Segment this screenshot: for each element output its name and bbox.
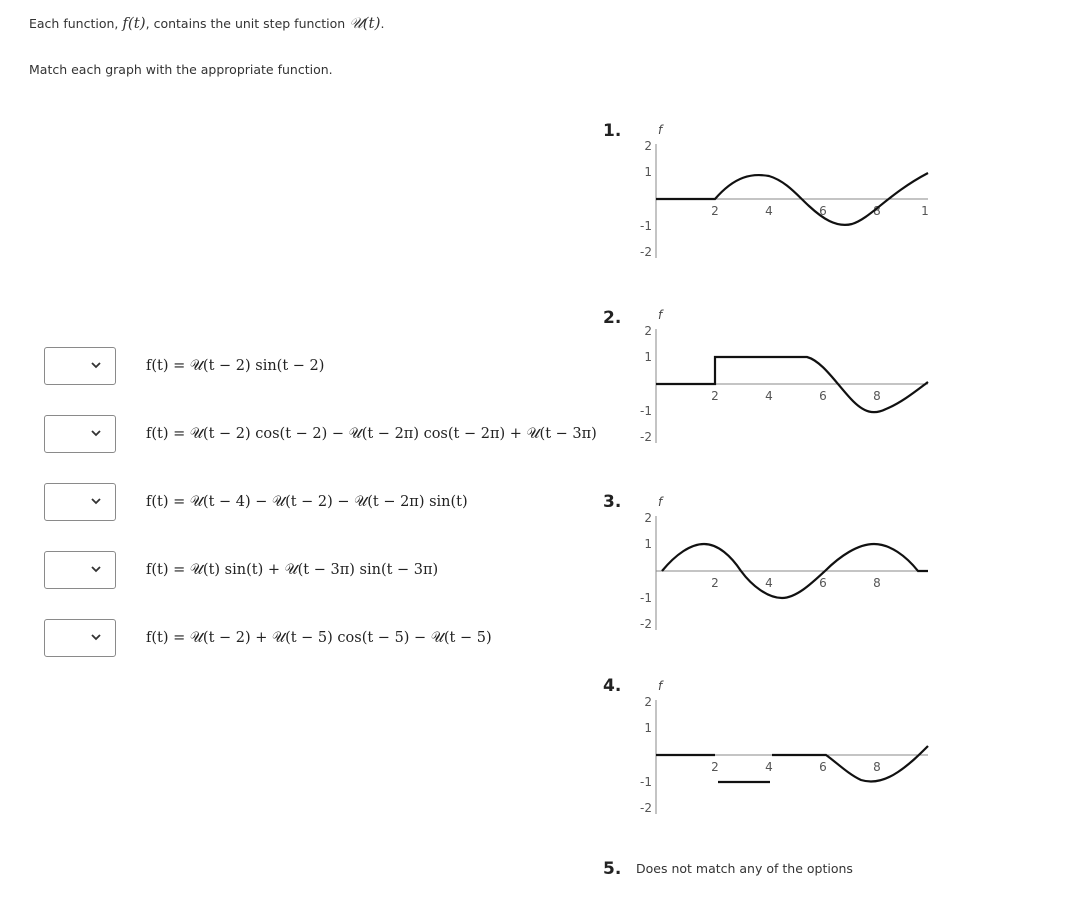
match-select-5[interactable] [44,619,116,657]
graph-2-ytick: -1 [640,404,652,418]
graph-4-ytick: -2 [640,801,652,815]
graph-2-xtick: 2 [711,389,719,403]
graph-2 [636,303,936,453]
graph-3 [636,490,936,640]
graph-1-xtick: 8 [873,204,881,218]
function-formula: f(t) = 𝒰(t − 2) + 𝒰(t − 5) cos(t − 5) − 𝒰(t − 5) [146,630,492,646]
intro-u-t: 𝒰(t) [349,14,381,32]
graph-3-ytick: -2 [640,617,652,631]
graph-2-xtick: 4 [765,389,773,403]
function-formula: f(t) = 𝒰(t) sin(t) + 𝒰(t − 3π) sin(t − 3π) [146,562,439,578]
graph-3-ytick: -1 [640,591,652,605]
match-row-2 [44,414,597,454]
chevron-down-icon [91,429,101,437]
graph-3-xtick: 8 [873,576,881,590]
graph-3-xtick: 4 [765,576,773,590]
match-select-1[interactable] [44,347,116,385]
graph-3-xtick: 2 [711,576,719,590]
graph-1-ytick: -1 [640,219,652,233]
chevron-down-icon [91,361,101,369]
graph-2-ylabel: f [658,308,663,322]
graph-3-xtick: 6 [819,576,827,590]
graph-2-curve [656,357,928,412]
match-select-3[interactable] [44,483,116,521]
graph-4-curve [772,746,928,782]
function-formula: f(t) = 𝒰(t − 4) − 𝒰(t − 2) − 𝒰(t − 2π) sin(t) [146,494,468,510]
graph-1-xtick: 4 [765,204,773,218]
graph-4-xtick: 4 [765,760,773,774]
option-5-number: 5. [603,859,622,879]
graph-4-ytick: -1 [640,775,652,789]
graph-2-ytick: 1 [644,350,652,364]
match-row-5 [44,618,492,658]
graph-4-ytick: 2 [644,695,652,709]
intro-suffix: . [380,16,385,31]
intro-text [29,14,384,32]
graph-3-ylabel: f [658,495,663,509]
intro-prefix: Each function, [29,16,123,31]
chevron-down-icon [91,633,101,641]
match-row-1 [44,346,324,386]
function-formula: f(t) = 𝒰(t − 2) cos(t − 2) − 𝒰(t − 2π) cos(t − 2π) + 𝒰(t − 3π) [146,426,597,442]
graph-1-ytick: -2 [640,245,652,259]
graph-2-ytick: -2 [640,430,652,444]
intro-f-t: f(t) [122,14,146,32]
graph-1-ytick: 2 [644,139,652,153]
graph-4-ylabel: f [658,679,663,693]
match-select-4[interactable] [44,551,116,589]
graph-2-xtick: 6 [819,389,827,403]
graph-4-ytick: 1 [644,721,652,735]
graph-4-xtick: 8 [873,760,881,774]
graph-4-xtick: 2 [711,760,719,774]
option-5-label: Does not match any of the options [636,861,853,876]
graph-2-xtick: 8 [873,389,881,403]
graph-4-number: 4. [603,676,622,696]
instruction-text: Match each graph with the appropriate function. [29,62,333,77]
graph-3-ytick: 2 [644,511,652,525]
graph-1-number: 1. [603,121,622,141]
match-row-3 [44,482,468,522]
match-select-2[interactable] [44,415,116,453]
chevron-down-icon [91,497,101,505]
graph-1-xtick: 2 [711,204,719,218]
graph-3-ytick: 1 [644,537,652,551]
graph-1-xtick: 1 [921,204,929,218]
graph-4-xtick: 6 [819,760,827,774]
graph-1-ylabel: f [658,123,663,137]
chevron-down-icon [91,565,101,573]
graph-1-ytick: 1 [644,165,652,179]
graph-1 [636,118,936,268]
match-row-4 [44,550,438,590]
graph-2-ytick: 2 [644,324,652,338]
graph-4 [636,674,936,824]
graph-2-number: 2. [603,308,622,328]
graph-1-xtick: 6 [819,204,827,218]
graph-3-number: 3. [603,492,622,512]
intro-middle: , contains the unit step function [145,16,350,31]
function-formula: f(t) = 𝒰(t − 2) sin(t − 2) [146,358,325,374]
